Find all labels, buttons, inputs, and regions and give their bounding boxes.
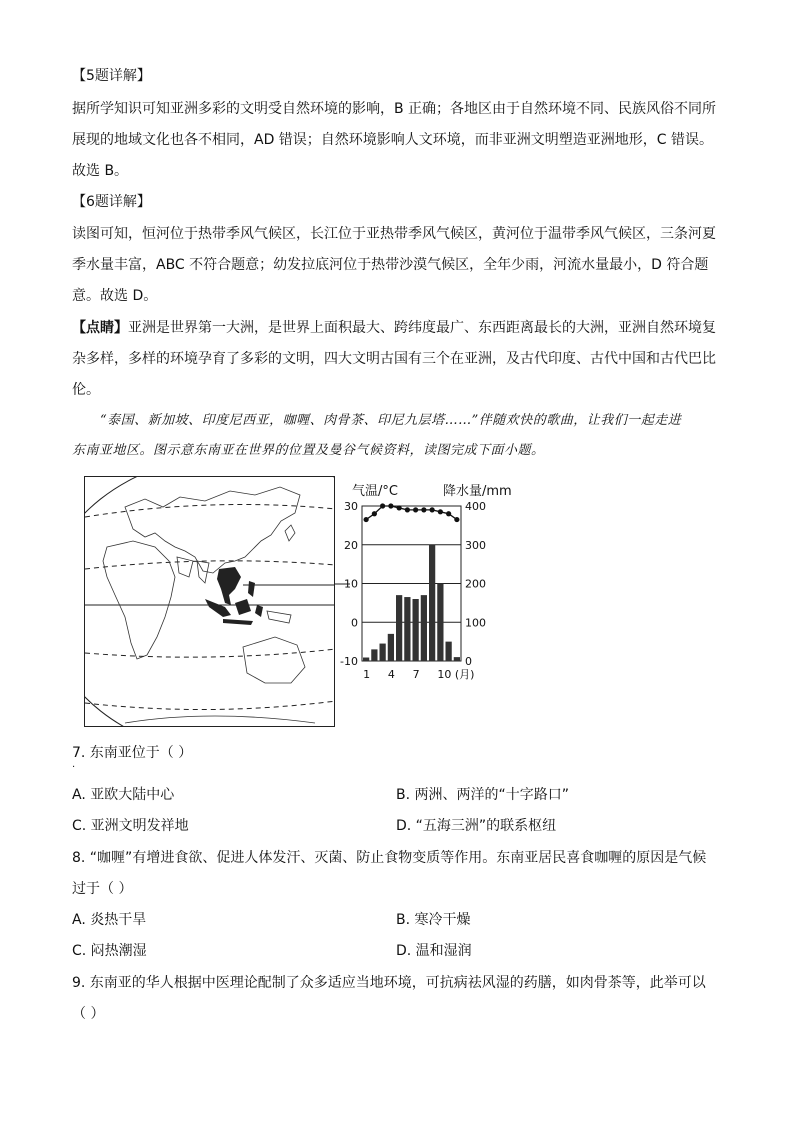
section5-heading: 【5题详解】 [72,68,151,84]
temp-point [364,517,369,522]
precip-bar [388,634,394,661]
precip-bar [429,545,435,661]
philippines [248,581,255,597]
temp-point [405,507,410,512]
borneo [235,599,251,615]
section6-line-2: 季水量丰富，ABC 不符合题意；幼发拉底河位于热带沙漠气候区，全年少雨，河流水量最小，D 符合题 [72,257,709,273]
right-tick-label: 200 [465,577,486,591]
precip-bar [396,595,402,661]
q7-option-c[interactable]: C. 亚洲文明发祥地 [72,818,189,834]
africa-outline [103,541,175,659]
section5-line-2: 展现的地域文化也各不相同，AD 错误；自然环境影响人文环境，而非亚洲文明塑造亚洲地形，C 错误。 [72,132,714,148]
right-tick-label: 400 [465,500,486,513]
temp-point [413,507,418,512]
tip-text-1: 亚洲是世界第一大洲，是世界上面积最大、跨纬度最广、东西距离最长的大洲，亚洲自然环境复 [128,320,716,336]
temp-point [372,511,377,516]
new-guinea-outline [267,611,291,623]
section5-line-1: 据所学知识可知亚洲多彩的文明受自然环境的影响，B 正确；各地区由于自然环境不同、民族风俗不同所 [72,101,717,117]
sulawesi [255,605,263,617]
australia-outline [243,637,305,683]
arctic-line [85,505,335,518]
section5-line-3: 故选 B。 [72,163,129,179]
temp-point [397,505,402,510]
section6-line-3: 意。故选 D。 [72,288,158,304]
arabia-outline [177,557,193,577]
precip-bar [404,597,410,661]
q8-option-c[interactable]: C. 闷热潮湿 [72,943,147,959]
temp-point [380,503,385,508]
precip-bar [421,595,427,661]
world-map [84,476,335,727]
q9-stem-2: （ ） [72,1006,105,1022]
temp-point [446,511,451,516]
q8-option-a[interactable]: A. 炎热干旱 [72,912,147,928]
left-tick-label: 10 [344,577,358,591]
right-tick-label: 0 [465,655,472,668]
tip-line-3: 伦。 [72,382,100,398]
precip-bar [454,657,460,661]
q8-stem-2: 过于（ ） [72,881,133,897]
japan-outline [285,525,295,541]
q7-option-d[interactable]: D. “五海三洲”的联系枢纽 [396,818,557,834]
q8-option-d[interactable]: D. 温和湿润 [396,943,472,959]
left-tick-label: 30 [344,500,358,513]
temp-point [388,503,393,508]
temp-point [438,509,443,514]
tropic-capricorn-line [85,649,335,657]
tropic-cancer-line [85,561,335,569]
q7-option-b[interactable]: B. 两洲、两洋的“十字路口” [396,787,570,803]
section6-line-1: 读图可知，恒河位于热带季风气候区，长江位于亚热带季风气候区，黄河位于温带季风气候区，三条河夏 [72,226,716,242]
eurasia-outline [125,487,300,573]
q7-dot: · [72,762,76,773]
figure [84,476,516,728]
right-tick-label: 300 [465,538,486,552]
java [223,619,253,625]
antarctic-line [85,701,335,710]
left-tick-label: -10 [340,655,358,668]
left-axis-title: 气温/°C [352,484,398,499]
q7-option-a[interactable]: A. 亚欧大陆中心 [72,787,175,803]
intro-line-1: “泰国、新加坡、印度尼西亚，咖喱、肉骨茶、印尼九层塔……”伴随欢快的歌曲，让我们一起走进 [100,413,682,428]
section6-heading: 【6题详解】 [72,194,151,210]
precip-bar [413,599,419,661]
right-axis-title: 降水量/mm [443,484,512,499]
precip-bar [380,644,386,661]
map-svg [85,477,335,727]
antarctica-outline [125,716,315,723]
q9-stem-1: 9. 东南亚的华人根据中医理论配制了众多适应当地环境，可抗病祛风湿的药膳，如肉骨茶等，此举可以 [72,975,706,991]
southeast-asia-mainland [217,567,241,605]
temp-point [421,507,426,512]
temp-point [430,507,435,512]
intro-line-2: 东南亚地区。图示意东南亚在世界的位置及曼谷气候资料，读图完成下面小题。 [72,443,545,458]
left-tick-label: 20 [344,538,358,552]
x-tick-label: 10 (月) [437,668,475,681]
right-tick-label: 100 [465,616,486,630]
q7-stem: 7. 东南亚位于（ ） [72,745,193,761]
tip-label: 【点睛】 [72,320,128,336]
temp-line [366,506,457,520]
tip-line-1 [72,318,716,338]
precip-bar [363,658,369,661]
q8-stem-1: 8. “咖喱”有增进食欲、促进人体发汗、灭菌、防止食物变质等作用。东南亚居民喜食咖喱的原因是气候 [72,850,707,866]
precip-bar [371,649,377,661]
x-tick-label: 1 [363,668,371,681]
climate-chart [335,476,516,728]
left-tick-label: 0 [351,616,358,630]
x-tick-label: 7 [412,668,420,681]
precip-bar [446,642,452,661]
q8-option-b[interactable]: B. 寒冷干燥 [396,912,471,928]
x-tick-label: 4 [387,668,395,681]
tip-line-2: 杂多样，多样的环境孕育了多彩的文明，四大文明古国有三个在亚洲，及古代印度、古代中国和古代巴比 [72,351,716,367]
precip-bar [437,584,443,662]
temp-point [454,517,459,522]
